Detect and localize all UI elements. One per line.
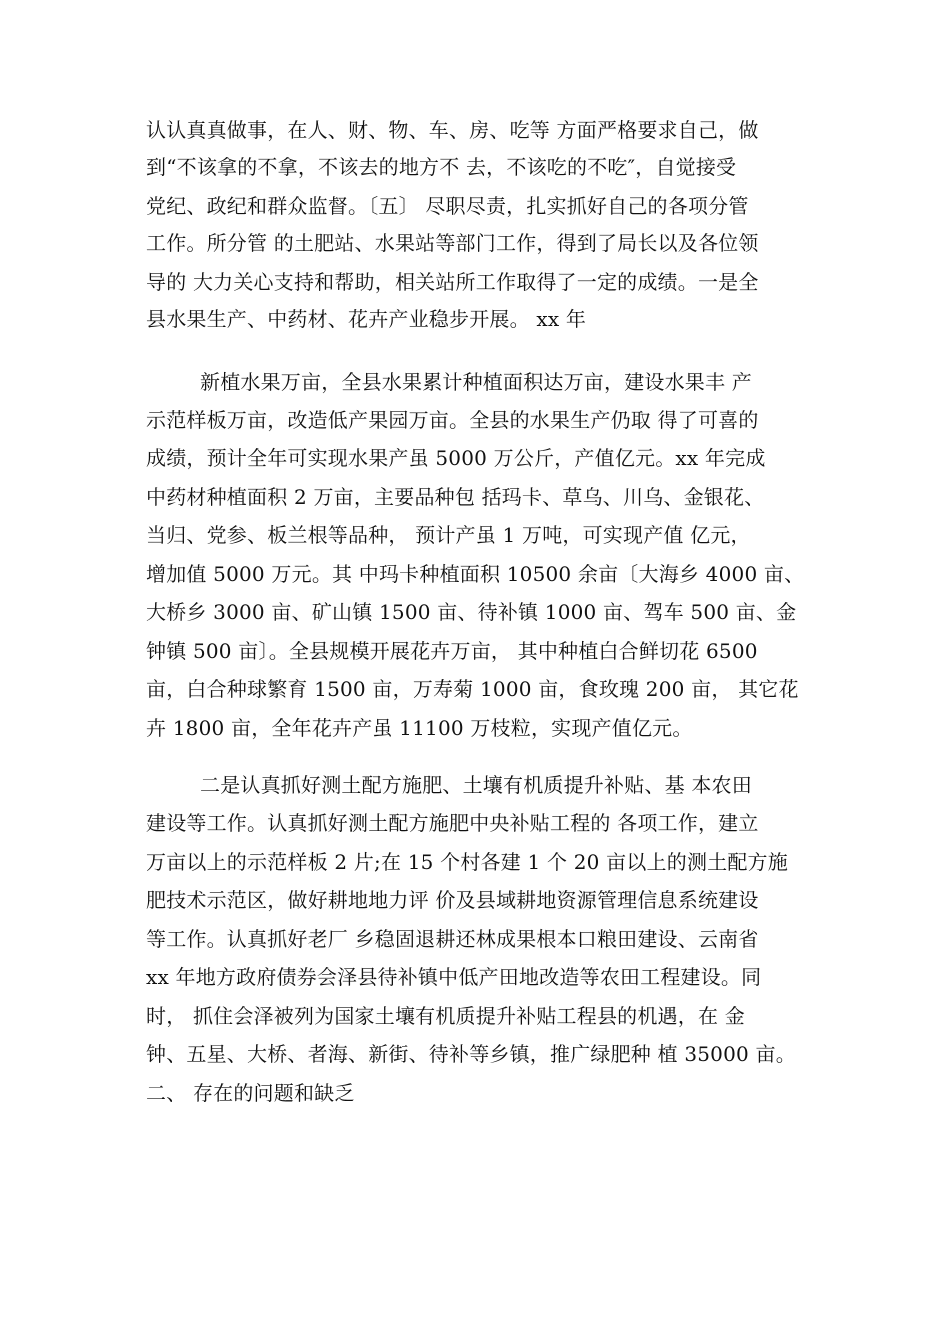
text-line: 当归、党参、板兰根等品种， 预计产虽 1 万吨，可实现产值 亿元， bbox=[146, 523, 751, 547]
text-line: 示范样板万亩，改造低产果园万亩。全县的水果生产仍取 得了可喜的 bbox=[146, 408, 759, 432]
section-heading: 二、 存在的问题和缺乏 bbox=[146, 1081, 355, 1105]
text-line: 工作。所分管 的土肥站、水果站等部门工作，得到了局长以及各位领 bbox=[146, 231, 759, 255]
text-line: 大桥乡 3000 亩、矿山镇 1500 亩、待补镇 1000 亩、驾车 500 亩、金 bbox=[146, 600, 797, 624]
text-line: 卉 1800 亩，全年花卉产虽 11100 万枝粒，实现产值亿元。 bbox=[146, 716, 693, 740]
text-line: 二是认真抓好测土配方施肥、土壤有机质提升补贴、基 本农田 bbox=[200, 773, 752, 797]
text-line: 肥技术示范区，做好耕地地力评 价及县域耕地资源管理信息系统建设 bbox=[146, 888, 759, 912]
text-line: xx 年地方政府债券会泽县待补镇中低产田地改造等农田工程建设。同 bbox=[146, 965, 762, 989]
text-line: 县水果生产、中药材、花卉产业稳步开展。 xx 年 bbox=[146, 307, 587, 331]
text-line: 建设等工作。认真抓好测土配方施肥中央补贴工程的 各项工作，建立 bbox=[146, 811, 759, 835]
text-line: 钟、五星、大桥、者海、新街、待补等乡镇，推广绿肥种 植 35000 亩。 bbox=[146, 1042, 796, 1066]
text-line: 成绩，预计全年可实现水果产虽 5000 万公斤，产值亿元。xx 年完成 bbox=[146, 446, 766, 470]
text-line: 中药材种植面积 2 万亩，主要品种包 括玛卡、草乌、川乌、金银花、 bbox=[146, 485, 765, 509]
text-line: 钟镇 500 亩〕。全县规模开展花卉万亩， 其中种植白合鲜切花 6500 bbox=[146, 639, 758, 663]
text-line: 万亩以上的示范样板 2 片;在 15 个村各建 1 个 20 亩以上的测土配方施 bbox=[146, 850, 788, 874]
text-line: 新植水果万亩，全县水果累计种植面积达万亩，建设水果丰 产 bbox=[200, 370, 752, 394]
text-line: 增加值 5000 万元。其 中玛卡种植面积 10500 余亩〔大海乡 4000 亩、 bbox=[146, 562, 805, 586]
text-line: 亩，白合种球繁育 1500 亩，万寿菊 1000 亩，食玫瑰 200 亩， 其它花 bbox=[146, 677, 799, 701]
text-line: 导的 大力关心支持和帮助，相关站所工作取得了一定的成绩。一是全 bbox=[146, 270, 759, 294]
text-line: 认认真真做事，在人、财、物、车、房、吃等 方面严格要求自己，做 bbox=[146, 118, 759, 142]
text-line: 党纪、政纪和群众监督。〔五〕 尽职尽责，扎实抓好自己的各项分管 bbox=[146, 194, 749, 218]
text-line: 等工作。认真抓好老厂 乡稳固退耕还林成果根本口粮田建设、云南省 bbox=[146, 927, 759, 951]
text-line: 到“不该拿的不拿，不该去的地方不 去，不该吃的不吃″，自觉接受 bbox=[146, 155, 737, 179]
text-line: 时， 抓住会泽被列为国家土壤有机质提升补贴工程县的机遇，在 金 bbox=[146, 1004, 745, 1028]
